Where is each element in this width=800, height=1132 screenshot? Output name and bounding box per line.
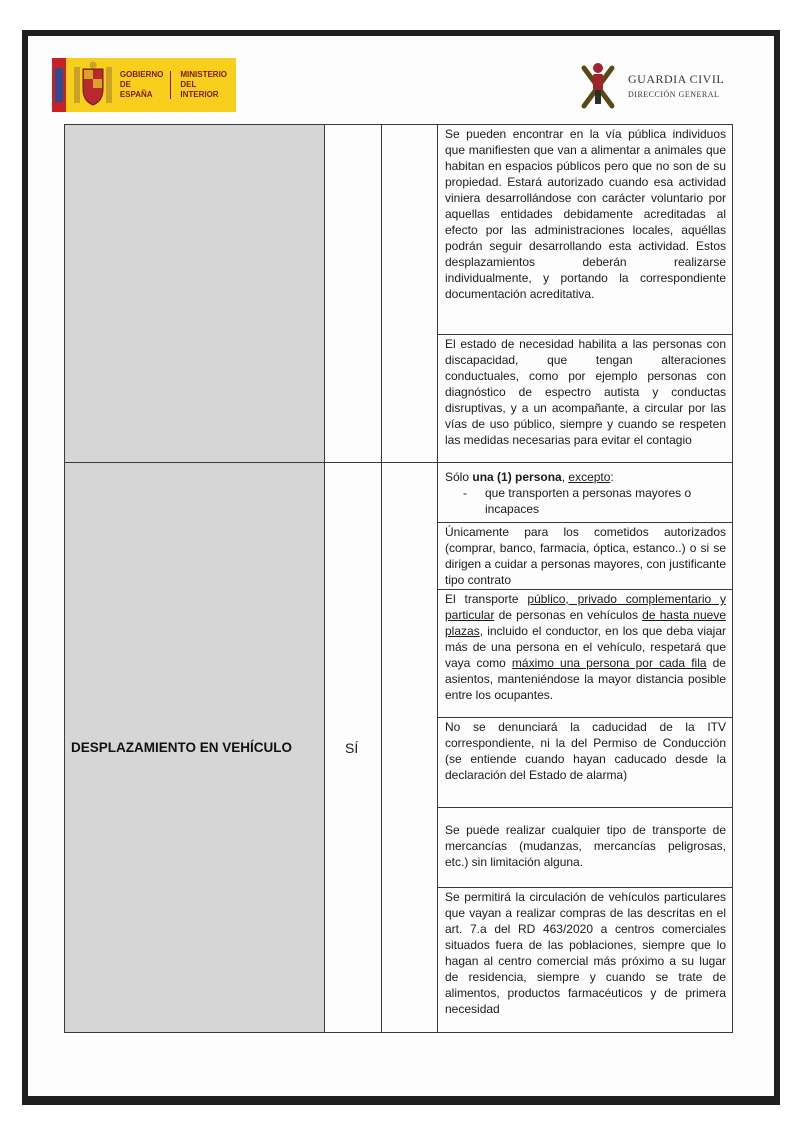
regulations-table bbox=[64, 124, 733, 1033]
description-cell: El transporte público, privado complementario y particular de personas en vehículos de hasta nueve plazas, incluido el conductor, en los que deba viajar más de una persona en el vehículo, respetará que vaya como máximo una persona por cada fila de asientos, manteniéndose la mayor distancia posible entre los ocupantes. bbox=[438, 590, 733, 718]
allowed-cell bbox=[325, 125, 382, 463]
description-cell: Sólo una (1) persona, excepto: - que transporten a personas mayores o incapaces bbox=[438, 463, 733, 523]
category-cell bbox=[65, 125, 325, 463]
description-cell: El estado de necesidad habilita a las personas con discapacidad, que tengan alteraciones conductuales, como por ejemplo personas con diagnóstico de espectro autista y conductas disruptivas, y a un acompañante, a circular por las vías de uso público, siempre y cuando se respeten las medidas necesarias para evitar el contagio bbox=[438, 335, 733, 463]
category-cell bbox=[65, 463, 325, 1033]
guardia-civil-emblem-icon bbox=[576, 60, 620, 110]
category-label: DESPLAZAMIENTO EN VEHÍCULO bbox=[71, 740, 293, 755]
list-item: - que transporten a personas mayores o incapaces bbox=[463, 486, 692, 516]
guardia-civil-heading bbox=[628, 72, 748, 99]
ministerio-label: MINISTERIO DEL INTERIOR bbox=[180, 70, 228, 99]
blank-cell bbox=[382, 463, 438, 1033]
table-row bbox=[65, 463, 733, 523]
flag-stripe-icon bbox=[52, 58, 66, 112]
description-cell: No se denunciará la caducidad de la ITV correspondiente, ni la del Permiso de Conducción (se entiende cuando hayan caducado desde la declaración del Estado de alarma) bbox=[438, 718, 733, 808]
description-cell: Se pueden encontrar en la vía pública individuos que manifiesten que van a alimentar a animales que habitan en espacios públicos pero que no son de su propiedad. Estará autorizado cuando esa actividad viniera desarrollándose con carácter voluntario por aquellas entidades debidamente acreditadas al efecto por las administraciones locales, aquéllas podrán seguir desarrollando esta actividad. Estos desplazamientos deberán realizarse individualmente, y portando la correspondiente documentación acreditativa. bbox=[438, 125, 733, 335]
description-cell: Se permitirá la circulación de vehículos particulares que vayan a realizar compras de las descritas en el art. 7.a del RD 463/2020 a centros comerciales situados fuera de las poblaciones, siempre que lo hagan al centro comercial más próximo a su lugar de residencia, siempre y cuando se trate de alimentos, productos farmacéuticos y de primera necesidad bbox=[438, 888, 733, 1033]
gobierno-espana-logo bbox=[52, 58, 236, 112]
table-row bbox=[65, 125, 733, 335]
blank-cell bbox=[382, 125, 438, 463]
gobierno-label: GOBIERNO DE ESPAÑA bbox=[119, 70, 164, 99]
description-cell: Únicamente para los cometidos autorizados (comprar, banco, farmacia, óptica, estanco..) o si se dirigen a cuidar a personas mayores, con justificante tipo contrato bbox=[438, 523, 733, 590]
logo-divider bbox=[170, 71, 171, 99]
allowed-value: SÍ bbox=[345, 739, 359, 756]
coat-of-arms-icon bbox=[70, 61, 116, 109]
allowed-cell bbox=[325, 463, 382, 1033]
guardia-civil-title: GUARDIA CIVIL bbox=[628, 72, 725, 86]
direccion-general-subtitle: DIRECCIÓN GENERAL bbox=[628, 90, 720, 99]
description-cell: Se puede realizar cualquier tipo de transporte de mercancías (mudanzas, mercancías peligrosas, etc.) sin limitación alguna. bbox=[438, 808, 733, 888]
